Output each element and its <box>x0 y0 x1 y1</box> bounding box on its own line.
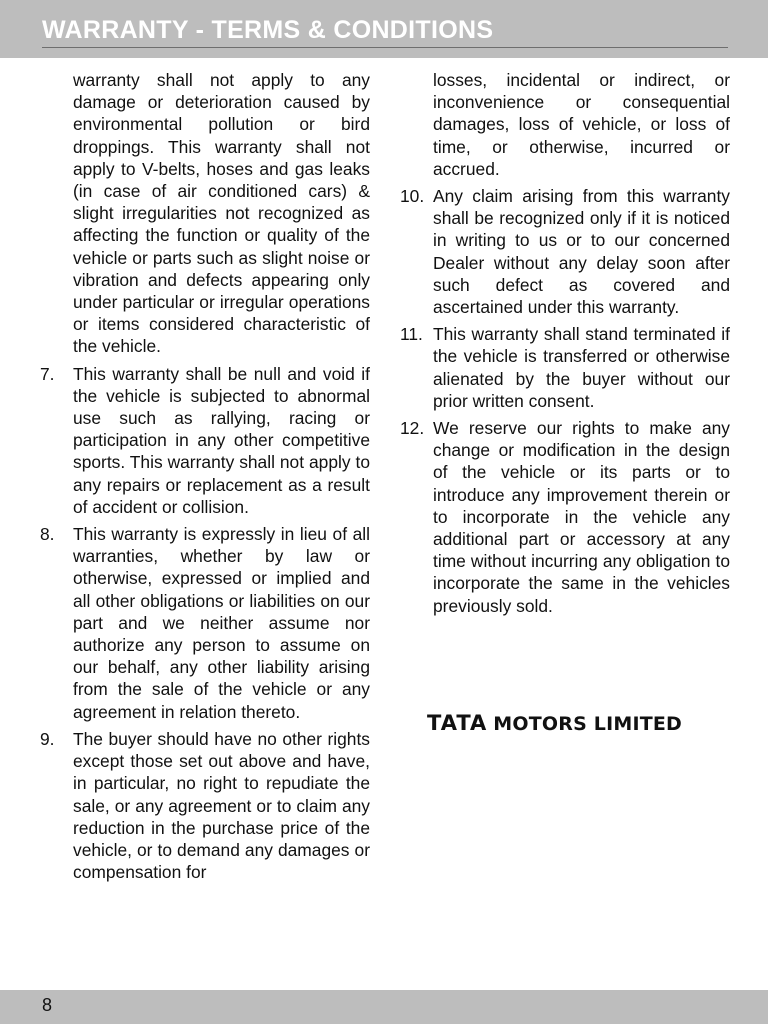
clause-text: This warranty is expressly in lieu of all warranties, whether by law or otherwise, expressed or implied and all other obligations or liabilities on our part and we neither assume nor authorize any person to assume on our behalf, any other liability arising from the sale of the vehicle or any agreement in relation thereto. <box>73 524 370 722</box>
header-divider <box>42 47 728 48</box>
clause-text: The buyer should have no other rights except those set out above and have, in particular, no right to repudiate the sale, or any agreement or to claim any reduction in the purchase price of the vehicle, or to demand any damages or compensation for <box>73 728 370 883</box>
right-column <box>400 69 730 622</box>
clause-number: 7. <box>40 363 55 384</box>
clause-number: 12. <box>400 418 425 439</box>
clause-text: This warranty shall be null and void if the vehicle is subjected to abnormal use such as rallying, racing or participation in any other competitive sports. This warranty shall not apply to any repairs or replacement as a result of accident or collision. <box>73 363 370 517</box>
clause-9 <box>40 728 370 883</box>
continued-paragraph: losses, incidental or indirect, or inconvenience or consequential damages, loss of vehicle, or loss of time, or otherwise, incurred or accrued. <box>433 70 730 179</box>
clause-8 <box>40 523 370 723</box>
page-title: WARRANTY - TERMS & CONDITIONS <box>42 16 494 44</box>
clause-7 <box>40 363 370 518</box>
page-footer <box>0 990 768 1024</box>
clause-number: 8. <box>40 524 55 545</box>
logo-company: MOTORS LIMITED <box>493 713 683 735</box>
logo-brand: TATA <box>427 711 488 735</box>
clause-text: This warranty shall stand terminated if the vehicle is transferred or otherwise alienated by the buyer without our prior written consent. <box>433 324 730 411</box>
tata-motors-logo <box>427 711 682 736</box>
clause-12 <box>400 417 730 617</box>
left-column <box>40 69 370 888</box>
clause-number: 9. <box>40 728 55 749</box>
clause-text: Any claim arising from this warranty shall be recognized only if it is noticed in writing to us or to our concerned Dealer without any delay soon after such defect as covered and ascertained under this warranty. <box>433 186 730 318</box>
page-number: 8 <box>42 995 53 1015</box>
clause-number: 11. <box>400 324 423 345</box>
clause-11 <box>400 323 730 412</box>
clause-10 <box>400 185 730 318</box>
continued-paragraph: warranty shall not apply to any damage or deterioration caused by environmental pollution or bird droppings. This warranty shall not apply to V-belts, hoses and gas leaks (in case of air conditioned cars) & slight irregularities not recognized as affecting the function or quality of the vehicle or parts such as slight noise or vibration and defects appearing only under particular or irregular operations or items considered characteristic of the vehicle. <box>73 70 370 357</box>
clause-text: We reserve our rights to make any change or modification in the design of the vehicle or its parts or to introduce any improvement therein or to incorporate in the vehicle any additional part or accessory at any time without incurring any obligation to incorporate the same in the vehicles previously sold. <box>433 418 730 616</box>
clause-number: 10. <box>400 186 425 207</box>
page-header <box>0 0 768 58</box>
